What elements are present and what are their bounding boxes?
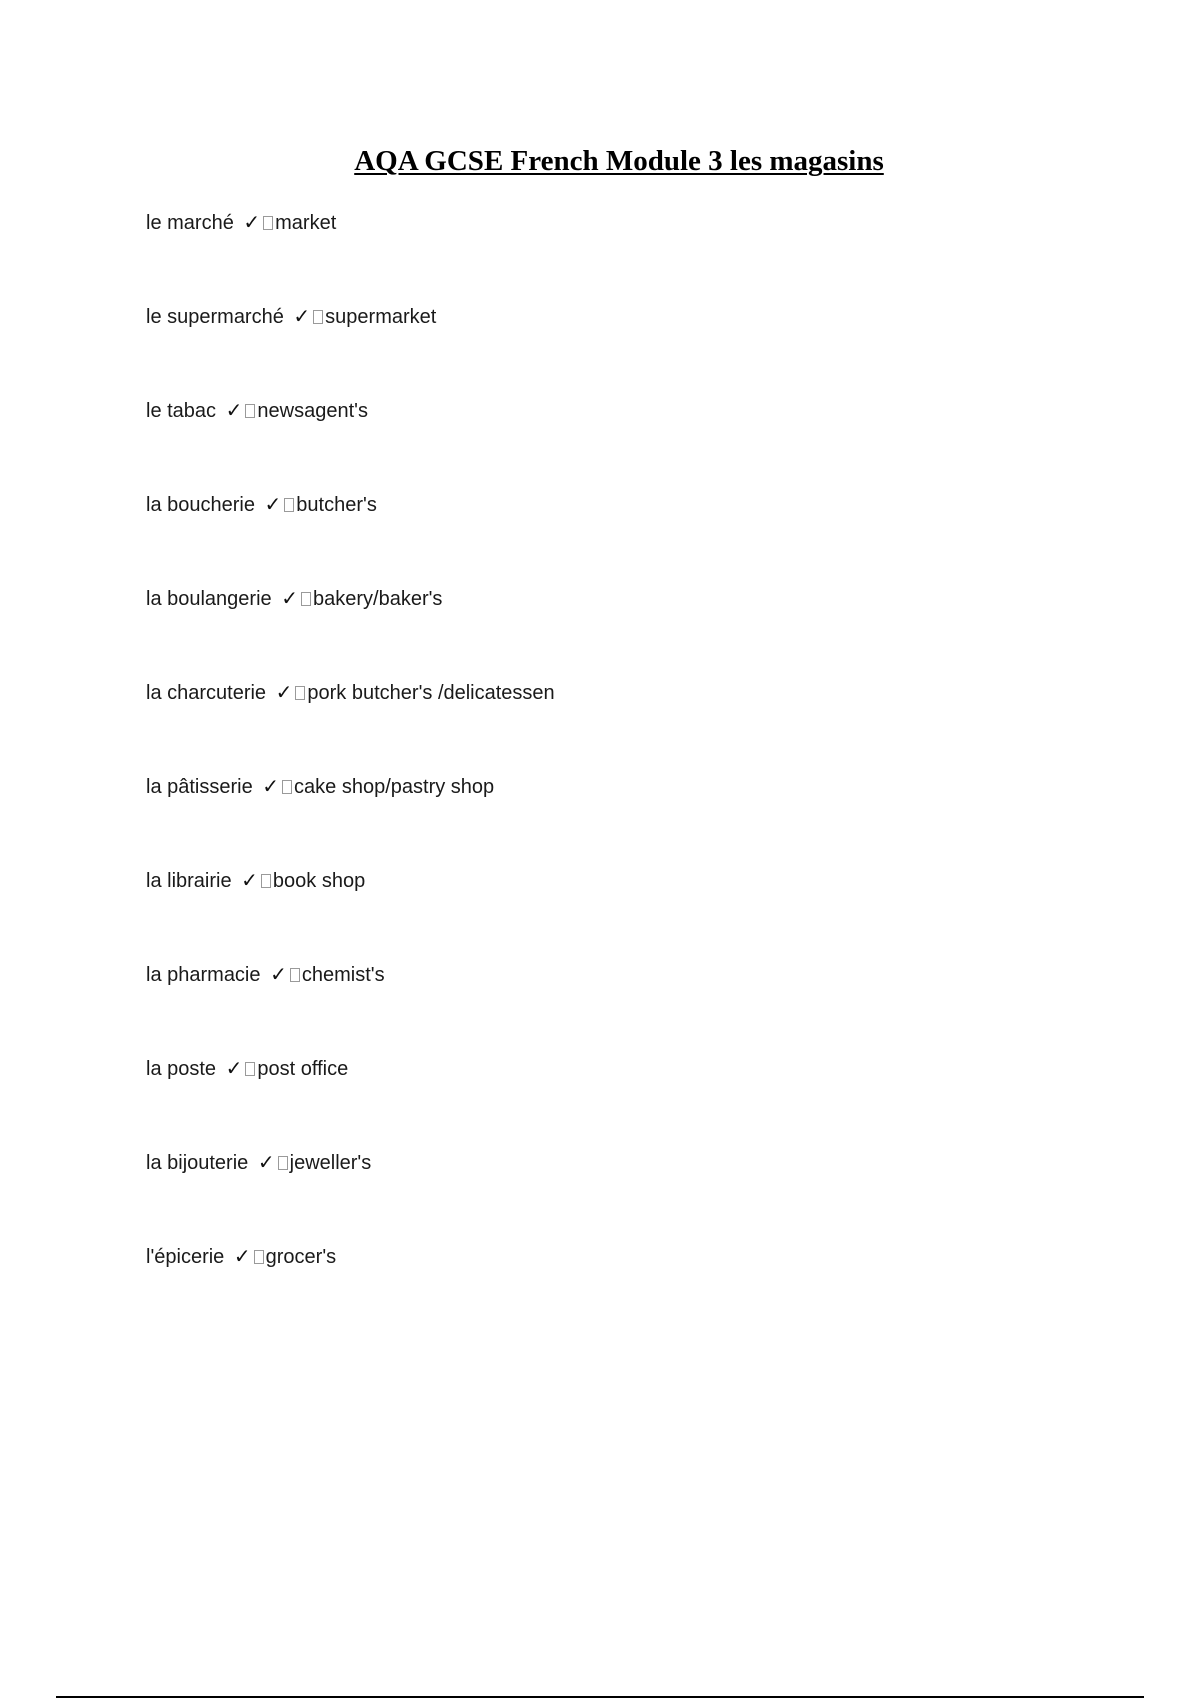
check-icon: ✓ bbox=[281, 586, 298, 610]
box-icon bbox=[290, 968, 300, 982]
english-translation: cake shop/pastry shop bbox=[294, 776, 495, 798]
french-term: le tabac bbox=[146, 400, 217, 422]
box-icon bbox=[313, 310, 323, 324]
french-term: la bijouterie bbox=[146, 1152, 249, 1174]
page-title: AQA GCSE French Module 3 les magasins bbox=[354, 145, 884, 177]
english-translation: jeweller's bbox=[289, 1152, 372, 1174]
english-translation: pork butcher's /delicatessen bbox=[307, 682, 555, 704]
box-icon bbox=[284, 498, 294, 512]
french-term: le supermarché bbox=[146, 306, 284, 328]
vocab-item bbox=[146, 678, 555, 772]
vocab-item bbox=[146, 208, 555, 302]
box-icon bbox=[301, 592, 311, 606]
english-translation: market bbox=[275, 212, 337, 234]
check-icon: ✓ bbox=[275, 680, 293, 704]
check-icon: ✓ bbox=[264, 492, 282, 516]
check-icon: ✓ bbox=[225, 398, 243, 422]
box-icon bbox=[245, 1062, 255, 1076]
vocab-item bbox=[146, 490, 555, 584]
english-translation: chemist's bbox=[301, 964, 385, 986]
vocab-item bbox=[146, 396, 555, 490]
french-term: la pâtisserie bbox=[146, 776, 253, 798]
french-term: la boucherie bbox=[146, 494, 255, 516]
english-translation: supermarket bbox=[325, 306, 437, 328]
vocab-item bbox=[146, 1054, 555, 1148]
box-icon bbox=[278, 1156, 288, 1170]
check-icon: ✓ bbox=[270, 962, 287, 986]
english-translation: bakery/baker's bbox=[312, 588, 443, 610]
box-icon bbox=[254, 1250, 264, 1264]
english-translation: post office bbox=[257, 1058, 349, 1080]
english-translation: book shop bbox=[272, 870, 366, 892]
vocab-item bbox=[146, 772, 555, 866]
french-term: l'épicerie bbox=[146, 1246, 225, 1268]
english-translation: grocer's bbox=[265, 1246, 337, 1268]
vocab-item bbox=[146, 584, 555, 678]
french-term: la pharmacie bbox=[146, 964, 261, 986]
french-term: le marché bbox=[146, 212, 234, 234]
box-icon bbox=[245, 404, 255, 418]
english-translation: newsagent's bbox=[257, 400, 368, 422]
french-term: la librairie bbox=[146, 870, 232, 892]
check-icon: ✓ bbox=[257, 1150, 275, 1174]
vocab-item bbox=[146, 1148, 555, 1242]
footer-rule bbox=[56, 1696, 1144, 1698]
vocab-item bbox=[146, 960, 555, 1054]
french-term: la boulangerie bbox=[146, 588, 272, 610]
check-icon: ✓ bbox=[241, 868, 258, 892]
french-term: la poste bbox=[146, 1058, 217, 1080]
box-icon bbox=[282, 780, 292, 794]
check-icon: ✓ bbox=[262, 774, 280, 798]
vocab-item bbox=[146, 1242, 555, 1336]
check-icon: ✓ bbox=[233, 1244, 251, 1268]
check-icon: ✓ bbox=[225, 1056, 243, 1080]
check-icon: ✓ bbox=[293, 304, 311, 328]
vocab-list bbox=[146, 208, 555, 1336]
check-icon: ✓ bbox=[243, 210, 261, 234]
vocab-item bbox=[146, 302, 555, 396]
vocab-item bbox=[146, 866, 555, 960]
box-icon bbox=[263, 216, 273, 230]
box-icon bbox=[295, 686, 305, 700]
english-translation: butcher's bbox=[296, 494, 377, 516]
box-icon bbox=[261, 874, 271, 888]
french-term: la charcuterie bbox=[146, 682, 267, 704]
